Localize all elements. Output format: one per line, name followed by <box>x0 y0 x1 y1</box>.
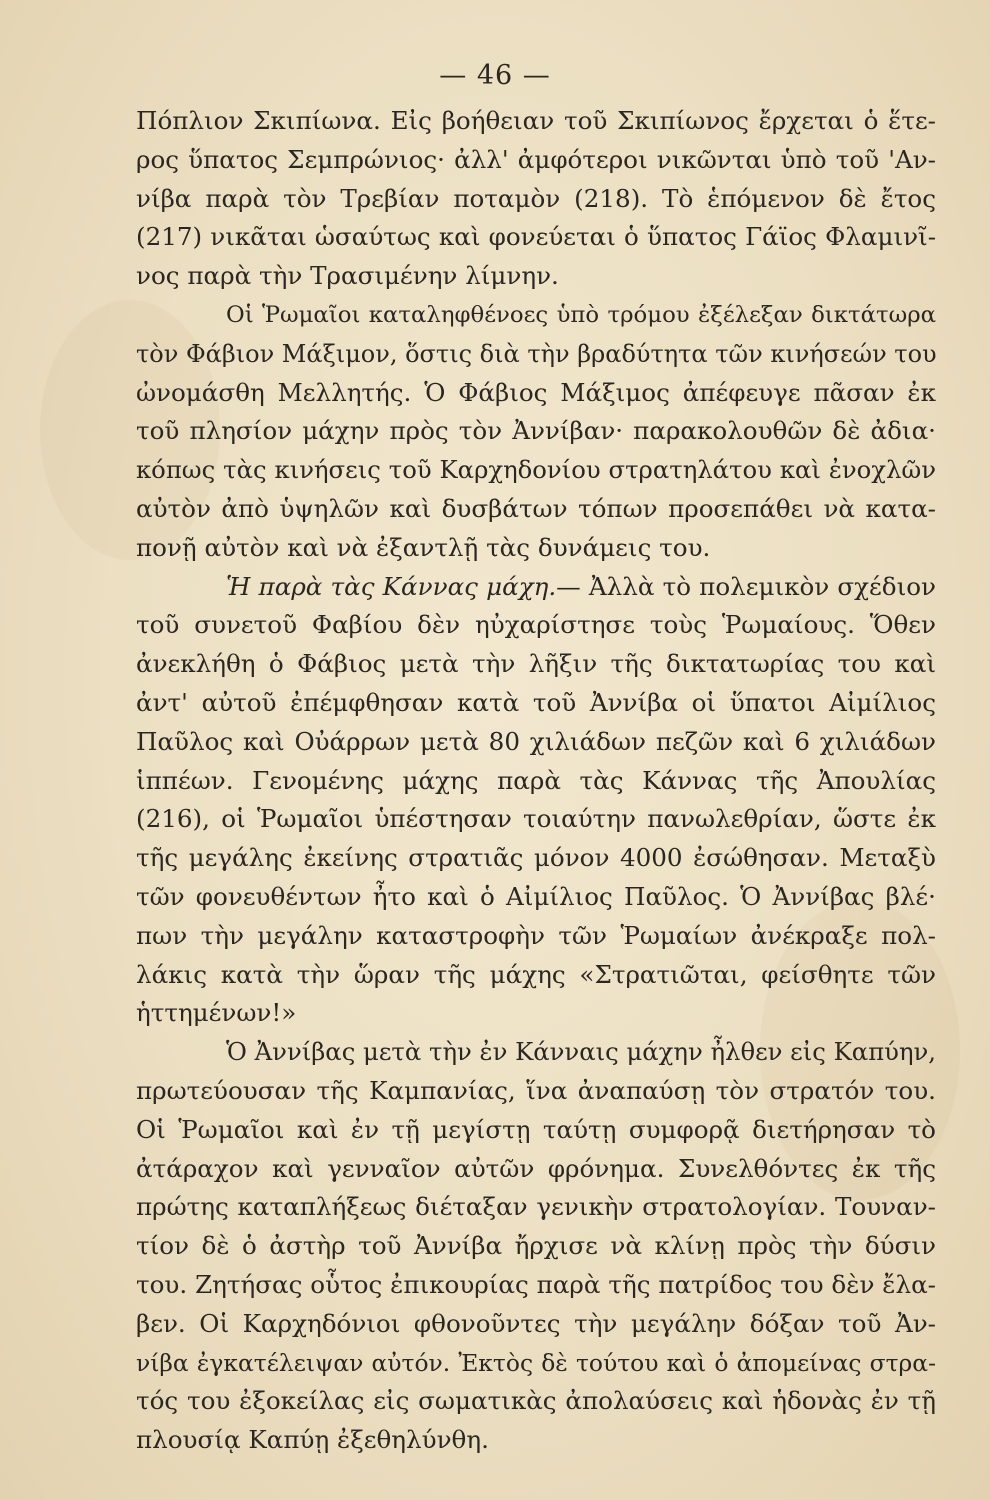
text-line: πρωτεύουσαν τῆς Καμπανίας, ἵνα ἀναπαύσῃ τὸν στρατόν του. <box>136 1075 936 1105</box>
text-line: πονῇ αὐτὸν καὶ νὰ ἐξαντλῇ τὰς δυνάμεις του. <box>136 532 711 562</box>
text-line: Πόπλιον Σκιπίωνα. Εἰς βοήθειαν τοῦ Σκιπίωνος ἔρχεται ὁ ἕτε- <box>136 106 936 135</box>
text-line: ὠνομάσθη Μελλητής. Ὁ Φάβιος Μάξιμος ἀπέφευγε πᾶσαν ἐκ <box>136 377 936 407</box>
text-line: (217) νικᾶται ὡσαύτως καὶ φονεύεται ὁ ὕπατος Γάϊος Φλαμινῖ- <box>136 222 936 252</box>
text-line: τοῦ πλησίον μάχην πρὸς τὸν Ἀννίβαν· παρακολουθῶν δὲ ἀδια· <box>136 416 936 446</box>
body-text <box>136 102 936 1460</box>
text-line: τός του ἐξοκείλας εἰς σωματικὰς ἀπολαύσεις καὶ ἡδονὰς ἐν τῇ <box>136 1386 936 1416</box>
text-line: Οἱ Ῥωμαῖοι καὶ ἐν τῇ μεγίστῃ ταύτῃ συμφορᾷ διετήρησαν τὸ <box>136 1114 936 1144</box>
text-line: λάκις κατὰ τὴν ὥραν τῆς μάχης «Στρατιῶται, φείσθητε τῶν <box>136 959 936 989</box>
text-line: ἀνεκλήθη ὁ Φάβιος μετὰ τὴν λῆξιν τῆς δικτατωρίας του καὶ <box>136 649 936 679</box>
text-line: — Ἀλλὰ τὸ πολεμικὸν σχέδιον <box>556 571 937 601</box>
text-line: ἀτάραχον καὶ γενναῖον αὐτῶν φρόνημα. Συνελθόντες ἐκ τῆς <box>136 1153 936 1183</box>
text-line: τίον δὲ ὁ ἀστὴρ τοῦ Ἀννίβα ἤρχισε νὰ κλίνῃ πρὸς τὴν δύσιν <box>136 1231 936 1261</box>
page-number: — 46 — <box>439 60 551 91</box>
text-line: νίβα παρὰ τὸν Τρεβίαν ποταμὸν (218). Τὸ ἑπόμενον δὲ ἔτος <box>136 183 936 213</box>
text-line: κόπως τὰς κινήσεις τοῦ Καρχηδονίου στρατηλάτου καὶ ἐνοχλῶν <box>136 455 936 485</box>
text-line: τοῦ συνετοῦ Φαβίου δὲν ηὐχαρίστησε τοὺς Ῥωμαίους. Ὅθεν <box>136 610 936 640</box>
text-line: ρος ὕπατος Σεμπρώνιος· ἀλλ' ἀμφότεροι νικῶνται ὑπὸ τοῦ 'Αν- <box>136 144 936 174</box>
text-line: ἀντ' αὐτοῦ ἐπέμφθησαν κατὰ τοῦ Ἀννίβα οἱ ὕπατοι Αἰμίλιος <box>136 687 936 717</box>
text-line: πλουσίᾳ Καπύῃ ἐξεθηλύνθη. <box>136 1425 489 1455</box>
text-line: Παῦλος καὶ Οὐάρρων μετὰ 80 χιλιάδων πεζῶν καὶ 6 χιλιάδων <box>136 726 936 756</box>
text-line: πων τὴν μεγάλην καταστροφὴν τῶν Ῥωμαίων ἀνέκραξε πολ- <box>136 920 936 950</box>
text-line: ἱππέων. Γενομένης μάχης παρὰ τὰς Κάννας τῆς Ἀπουλίας <box>136 765 936 795</box>
text-line: Οἱ Ῥωμαῖοι καταληφθένοες ὑπὸ τρόμου ἐξέλεξαν δικτάτωρα <box>226 301 936 328</box>
text-line: του. Ζητήσας οὗτος ἐπικουρίας παρὰ τῆς πατρίδος του δὲν ἔλα- <box>136 1269 936 1299</box>
heading-line <box>136 568 936 607</box>
text-line: νίβα ἐγκατέλειψαν αὐτόν. Ἐκτὸς δὲ τούτου καὶ ὁ ἀπομείνας στρα- <box>136 1348 936 1377</box>
text-line: ἡττημένων!» <box>136 998 297 1028</box>
text-line: τὸν Φάβιον Μάξιμον, ὅστις διὰ τὴν βραδύτητα τῶν κινήσεών του <box>136 339 937 368</box>
text-line: πρώτης καταπλήξεως διέταξαν γενικὴν στρατολογίαν. Τουναν- <box>136 1192 936 1222</box>
text-line: αὐτὸν ἀπὸ ὑψηλῶν καὶ δυσβάτων τόπων προσεπάθει νὰ κατα- <box>136 493 936 523</box>
text-line: τῶν φονευθέντων ἦτο καὶ ὁ Αἰμίλιος Παῦλος. Ὁ Ἀννίβας βλέ· <box>136 881 936 911</box>
text-line: (216), οἱ Ῥωμαῖοι ὑπέστησαν τοιαύτην πανωλεθρίαν, ὥστε ἐκ <box>136 804 936 834</box>
text-line: νος παρὰ τὴν Τρασιμένην λίμνην. <box>136 261 559 291</box>
text-line: βεν. Οἱ Καρχηδόνιοι φθονοῦντες τὴν μεγάλην δόξαν τοῦ Ἀν- <box>136 1308 936 1338</box>
section-heading: Ἡ παρὰ τὰς Κάννας μάχη. <box>226 571 557 601</box>
text-line: Ὁ Ἀννίβας μετὰ τὴν ἐν Κάνναις μάχην ἦλθεν εἰς Καπύην, <box>226 1037 936 1067</box>
text-line: τῆς μεγάλης ἐκείνης στρατιᾶς μόνον 4000 ἐσώθησαν. Μεταξὺ <box>136 843 936 873</box>
